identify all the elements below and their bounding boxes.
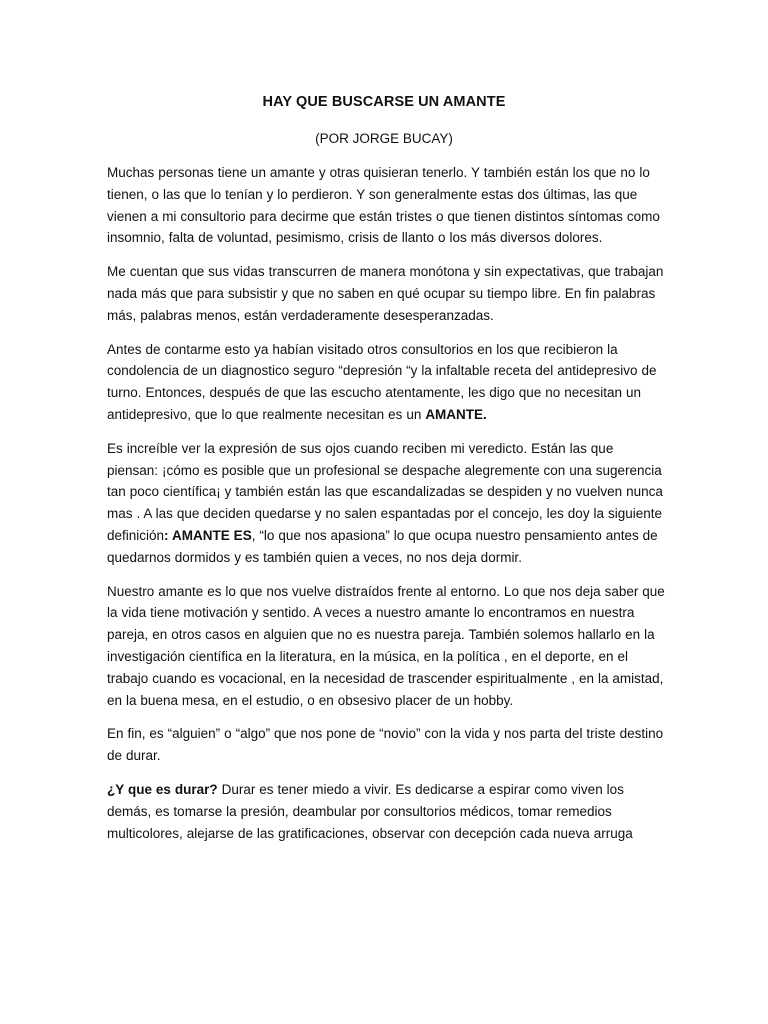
bold-amante: AMANTE. [425, 406, 487, 422]
paragraph-text: Es increíble ver la expresión de sus ojos cuando reciben mi veredicto. Están las que piensan: ¡cómo es posible que un profesional se despache alegremente con una sugerencia tan poco científica¡ y también están las que escandalizadas se despiden y no vuelven nunca mas . A las que deciden quedarse y no salen espantadas por el concejo, les doy la siguiente definición [107, 440, 663, 543]
paragraph-text: Muchas personas tiene un amante y otras quisieran tenerlo. Y también están los que no lo tienen, o las que lo tenían y lo perdieron. Y son generalmente estas dos últimas, las que vienen a mi consultorio para decirme que están tristes o que tienen distintos síntomas como insomnio, falta de voluntad, pesimismo, crisis de llanto o los más diversos dolores. [107, 165, 660, 246]
paragraph-6 [107, 723, 667, 767]
paragraph-2 [107, 261, 667, 326]
document-body [107, 162, 667, 856]
paragraph-text: Antes de contarme esto ya habían visitado otros consultorios en los que recibieron la condolencia de un diagnostico seguro “depresión “y la infaltable receta del antidepresivo de turno. Entonces, después de que las escucho atentamente, les digo que no necesitan un antidepresivo, que lo que realmente necesitan es un [107, 341, 657, 422]
paragraph-7 [107, 779, 667, 844]
paragraph-text: En fin, es “alguien” o “algo” que nos pone de “novio” con la vida y nos parta del triste destino de durar. [107, 726, 664, 764]
paragraph-text: , “lo que nos apasiona” lo que ocupa nuestro pensamiento antes de quedarnos dormidos y es también quien a veces, no nos deja dormir. [107, 527, 658, 565]
paragraph-text: Me cuentan que sus vidas transcurren de manera monótona y sin expectativas, que trabajan nada más que para subsistir y que no saben en qué ocupar su tiempo libre. En fin palabras más, palabras menos, están verdaderamente desesperanzadas. [107, 264, 664, 323]
document-author: (POR JORGE BUCAY) [315, 131, 453, 146]
document-title: HAY QUE BUSCARSE UN AMANTE [262, 94, 506, 110]
paragraph-4 [107, 438, 667, 569]
paragraph-text: Durar es tener miedo a vivir. Es dedicarse a espirar como viven los demás, es tomarse la presión, deambular por consultorios médicos, tomar remedios multicolores, alejarse de las gratificaciones, observar con decepción cada nueva arruga [107, 781, 633, 841]
bold-amante-es: : AMANTE ES [164, 527, 252, 543]
paragraph-text: Nuestro amante es lo que nos vuelve distraídos frente al entorno. Lo que nos deja saber que la vida tiene motivación y sentido. A veces a nuestro amante lo encontramos en nuestra pareja, en otros casos en alguien que no es nuestra pareja. También solemos hallarlo en la investigación científica en la literatura, en la música, en la política , en el deporte, en el trabajo cuando es vocacional, en la necesidad de trascender espiritualmente , en la amistad, en la buena mesa, en el estudio, o en obsesivo placer de un hobby. [107, 583, 665, 708]
paragraph-5 [107, 581, 667, 712]
paragraph-1 [107, 162, 667, 249]
bold-question: ¿Y que es durar? [107, 781, 218, 797]
paragraph-3 [107, 339, 667, 426]
